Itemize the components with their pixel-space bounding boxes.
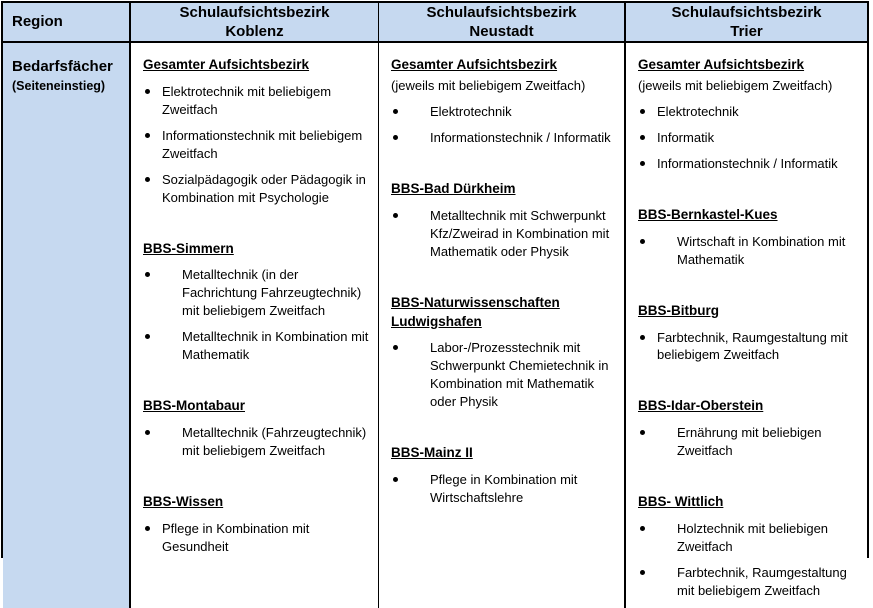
- subject-item: [391, 471, 616, 507]
- bullet-icon: [640, 570, 645, 575]
- bedarfsfaecher-table: [1, 1, 869, 598]
- district-header-line1: Schulaufsichtsbezirk: [671, 3, 822, 21]
- subject-item: [391, 129, 616, 147]
- subject-item: [143, 83, 370, 119]
- school-section: [391, 444, 616, 507]
- subject-item-text: Farbtechnik, Raumgestaltung mit beliebigem Zweitfach: [677, 564, 847, 598]
- content-column-trier: [626, 43, 867, 608]
- subject-item-text: Elektrotechnik: [657, 104, 739, 120]
- section-heading: BBS-Simmern: [143, 240, 234, 256]
- subject-item: [638, 129, 859, 147]
- subject-item-text: Informationstechnik / Informatik: [430, 130, 611, 146]
- bullet-icon: [640, 109, 645, 114]
- subject-item-text: Wirtschaft in Kombination mit Mathematik: [677, 233, 846, 267]
- subject-item: [143, 424, 370, 460]
- content-column-neustadt: [379, 43, 626, 608]
- subject-item: [391, 207, 616, 261]
- bullet-icon: [145, 177, 150, 182]
- subject-item-text: Holztechnik mit beliebigen Zweitfach: [677, 521, 829, 555]
- bullet-icon: [145, 133, 150, 138]
- section-heading: BBS-Naturwissenschaften Ludwigshafen: [391, 294, 560, 329]
- bullet-icon: [640, 335, 645, 340]
- school-section: [391, 56, 616, 147]
- bullet-icon: [640, 161, 645, 166]
- subject-item: [143, 520, 370, 556]
- school-section: [143, 397, 370, 460]
- school-section: [143, 493, 370, 556]
- subject-item-text: Labor-/Prozesstechnik mit Schwerpunkt Chemietechnik in Kombination mit Mathematik oder Physik: [430, 340, 609, 410]
- subject-item: [143, 328, 370, 364]
- section-heading: Gesamter Aufsichtsbezirk: [391, 57, 558, 72]
- bullet-icon: [145, 334, 150, 339]
- school-section: [391, 294, 616, 412]
- subject-item: [638, 329, 859, 365]
- region-header-cell: [3, 3, 131, 43]
- subject-item-text: Pflege in Kombination mit Gesundheit: [162, 520, 310, 554]
- subject-item: [638, 424, 859, 460]
- subject-item: [391, 103, 616, 121]
- school-section: [638, 206, 859, 269]
- subject-item-text: Elektrotechnik: [430, 104, 512, 120]
- subject-item: [391, 339, 616, 411]
- section-heading: BBS-Bitburg: [638, 302, 719, 318]
- subject-item: [638, 155, 859, 173]
- section-note: (jeweils mit beliebigem Zweitfach): [391, 77, 586, 93]
- row-label-subtitle: (Seiteneinstieg): [12, 78, 106, 93]
- region-label: Region: [12, 13, 63, 31]
- district-header-line2: Neustadt: [469, 23, 534, 40]
- district-header-line1: Schulaufsichtsbezirk: [179, 3, 330, 21]
- section-heading: BBS-Wissen: [143, 493, 224, 509]
- bullet-icon: [640, 239, 645, 244]
- subject-item-text: Elektrotechnik mit beliebigem Zweitfach: [162, 83, 332, 117]
- district-header-line2: Koblenz: [225, 23, 284, 40]
- school-section: [143, 240, 370, 365]
- section-heading: BBS- Wittlich: [638, 494, 724, 510]
- section-heading: BBS-Mainz II: [391, 445, 473, 461]
- bullet-icon: [145, 430, 150, 435]
- subject-item-text: Informationstechnik mit beliebigem Zweitfach: [162, 127, 363, 161]
- section-heading: BBS-Montabaur: [143, 398, 245, 414]
- section-note: (jeweils mit beliebigem Zweitfach): [638, 77, 833, 93]
- district-header-line1: Schulaufsichtsbezirk: [426, 3, 577, 21]
- subject-item-text: Metalltechnik (Fahrzeugtechnik) mit beliebigem Zweitfach: [182, 424, 367, 458]
- bullet-icon: [145, 89, 150, 94]
- subject-item-text: Informationstechnik / Informatik: [657, 155, 838, 171]
- section-heading: BBS-Idar-Oberstein: [638, 398, 764, 414]
- bullet-icon: [640, 430, 645, 435]
- bullet-icon: [640, 135, 645, 140]
- school-section: [638, 302, 859, 365]
- content-column-koblenz: [131, 43, 379, 608]
- subject-item-text: Farbtechnik, Raumgestaltung mit beliebigem Zweitfach: [657, 329, 848, 363]
- bullet-icon: [145, 526, 150, 531]
- school-section: [391, 180, 616, 261]
- bullet-icon: [393, 213, 398, 218]
- subject-item: [638, 233, 859, 269]
- section-heading: BBS-Bernkastel-Kues: [638, 206, 778, 222]
- subject-item: [143, 266, 370, 320]
- district-header-neustadt: [379, 3, 626, 43]
- section-heading: Gesamter Aufsichtsbezirk: [143, 57, 310, 72]
- bullet-icon: [393, 477, 398, 482]
- school-section: [638, 493, 859, 600]
- district-header-trier: [626, 3, 867, 43]
- subject-item: [638, 103, 859, 121]
- school-section: [638, 56, 859, 173]
- school-section: [638, 397, 859, 460]
- subject-item: [143, 127, 370, 163]
- bullet-icon: [640, 526, 645, 531]
- bullet-icon: [145, 272, 150, 277]
- subject-item: [638, 564, 859, 600]
- bullet-icon: [393, 135, 398, 140]
- subject-item-text: Pflege in Kombination mit Wirtschaftslehre: [430, 472, 578, 506]
- bullet-icon: [393, 109, 398, 114]
- subject-item-text: Sozialpädagogik oder Pädagogik in Kombination mit Psychologie: [162, 171, 366, 205]
- district-header-koblenz: [131, 3, 379, 43]
- bullet-icon: [393, 345, 398, 350]
- subject-item-text: Ernährung mit beliebigen Zweitfach: [677, 425, 822, 459]
- row-label-title: Bedarfsfächer: [12, 58, 113, 75]
- subject-item: [143, 171, 370, 207]
- section-heading: BBS-Bad Dürkheim: [391, 180, 516, 196]
- subject-item-text: Metalltechnik (in der Fachrichtung Fahrzeugtechnik) mit beliebigem Zweitfach: [182, 267, 362, 319]
- district-header-line2: Trier: [730, 23, 763, 40]
- subject-item-text: Metalltechnik in Kombination mit Mathematik: [182, 329, 369, 363]
- subject-item-text: Informatik: [657, 130, 715, 146]
- row-label-cell: [3, 43, 131, 608]
- section-heading: Gesamter Aufsichtsbezirk: [638, 57, 805, 72]
- subject-item: [638, 520, 859, 556]
- school-section: [143, 56, 370, 207]
- subject-item-text: Metalltechnik mit Schwerpunkt Kfz/Zweirad in Kombination mit Mathematik oder Physik: [430, 207, 610, 259]
